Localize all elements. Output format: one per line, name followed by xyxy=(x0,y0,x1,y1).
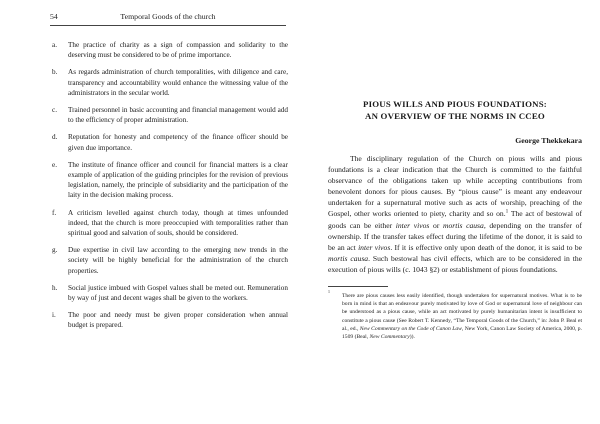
list-marker: h. xyxy=(52,283,58,292)
article-title-line-2: AN OVERVIEW OF THE NORMS IN CCEO xyxy=(365,111,545,121)
list-marker: a. xyxy=(52,41,57,49)
list-item xyxy=(50,67,288,98)
list-marker: e. xyxy=(52,160,57,169)
right-page xyxy=(300,0,600,424)
body-text-run: , depending on the transfer of ownership. If the transfer takes effect during the lifetime of the donor, it is said to be an act xyxy=(328,220,583,252)
list-item xyxy=(50,105,288,125)
author-name: George Thekkekara xyxy=(515,136,582,145)
page-number: 54 xyxy=(50,12,58,21)
list-item xyxy=(50,245,288,276)
list-item-text: The poor and needy must be given proper consideration when annual budget is prepared. xyxy=(68,311,288,330)
body-text-run: The disciplinary regulation of the Church on pious wills and pious foundations is a clear indication that the Church is committed to the faithful observance of the obligations taken up while accepting contributions from benevolent donors for pious causes. By “pious cause” is meant any endeavour undertaken for a supernatural motive such as acts of worship, preaching of the Gospel, other works oriented to piety, charity and so on. xyxy=(328,154,582,219)
footnote-rule xyxy=(328,286,388,287)
article-title xyxy=(328,98,582,122)
running-head xyxy=(50,12,286,26)
latin-term: inter vivos xyxy=(395,220,430,230)
list-item xyxy=(50,310,288,330)
body-text-run: The act of bestowal of goods can be either xyxy=(328,209,582,230)
list-marker: c. xyxy=(52,106,57,115)
list-item-text: As regards administration of church temporalities, with diligence and care, transparency and accountability would enhance the witnessing value of the administrators in the secular world. xyxy=(68,68,288,97)
footnote-text-run: , New York, Canon Law Society of America, 2000, p. 1509 (Beal, xyxy=(342,325,582,341)
footnote-short-title: New Commentary xyxy=(369,334,410,341)
footnote-text-run: There are pious causes less easily identified, though undertaken for supernatural motives. What is to be born in mind is that an endeavour purely motivated by love of God or supernatural love of neighbour can be understood as a pious cause, while an act motivated by purely humanitarian intent is insufficient to constitute a pious cause (See Robert T. Kennedy, “The Temporal Goods of the Church,” in: John P. Beal et al., ed., xyxy=(342,293,582,332)
list-item xyxy=(50,160,288,201)
list-marker: i. xyxy=(52,311,56,320)
body-paragraph xyxy=(328,153,582,275)
footnote-text xyxy=(328,292,582,341)
list-item-text: Due expertise in civil law according to the emerging new trends in the society will be highly beneficial for the administration of the church properties. xyxy=(68,246,288,275)
latin-term: inter vivos xyxy=(358,242,391,252)
list-item-text: A criticism levelled against church today, though at times unfounded indeed, that the church is more preoccupied with temporalities rather than spiritual good and salvation of souls, should be considered. xyxy=(68,208,288,238)
list-item-text: The institute of finance officer and council for financial matters is a clear example of application of the guiding principles for the revision of previous legislation, namely, the principle of subsidiarity and the participation of the laity in the decision making process. xyxy=(68,160,288,200)
article-title-line-1: PIOUS WILLS AND PIOUS FOUNDATIONS: xyxy=(363,99,547,109)
list-item-text: The practice of charity as a sign of compassion and solidarity to the deserving must be considered to be of prime importance. xyxy=(68,41,288,60)
running-title: Temporal Goods of the church xyxy=(120,12,216,21)
body-text-run: . Such bestowal has civil effects, which are to be considered in the execution of pious wills (c. 1043 §2) or establishment of pious foundations. xyxy=(328,253,583,274)
footnote: 1 There are pious causes less easily identified, though undertaken for supernatural motives. What is to be born in mind is that an endeavour purely motivated by love of God or supernatural love of neighbour can be understood as a pious cause, while an act motivated by purely humanitarian intent is insufficient to constitute a pious cause (See Robert T. Kennedy, “The Temporal Goods of the Church,” in: John P. Beal et al., ed., New Commentary on the Code of Canon Law, New York, Canon Law Society of America, 2000, p. 1509 (Beal, New Commentary)). xyxy=(328,290,582,341)
list-marker: f. xyxy=(52,208,57,217)
list-marker: b. xyxy=(52,68,58,77)
footnote-book-title: New Commentary on the Code of Canon Law xyxy=(359,325,462,332)
body-text-run: or xyxy=(429,220,444,230)
list-marker: g. xyxy=(52,246,58,255)
latin-term: mortis causa xyxy=(443,220,484,230)
recommendation-list xyxy=(50,40,288,338)
list-item-text: Reputation for honesty and competency of the finance officer should be given due importance. xyxy=(68,133,288,152)
list-item xyxy=(50,283,288,303)
header-rule xyxy=(50,25,286,26)
list-item xyxy=(50,132,288,152)
body-text-run: . If it is effective only upon death of the donor, it is said to be xyxy=(390,242,582,252)
list-item xyxy=(50,40,288,60)
footnote-text-run: )). xyxy=(409,334,415,341)
footnote-reference[interactable]: 1 xyxy=(505,208,509,215)
list-item-text: Social justice imbued with Gospel values shall be meted out. Remuneration by way of just and decent wages shall be given to the workers. xyxy=(68,283,288,303)
list-marker: d. xyxy=(52,133,58,142)
list-item-text: Trained personnel in basic accounting and financial management would add to the efficiency of proper administration. xyxy=(68,106,288,125)
latin-term: mortis causa xyxy=(328,253,369,263)
list-item xyxy=(50,208,288,239)
